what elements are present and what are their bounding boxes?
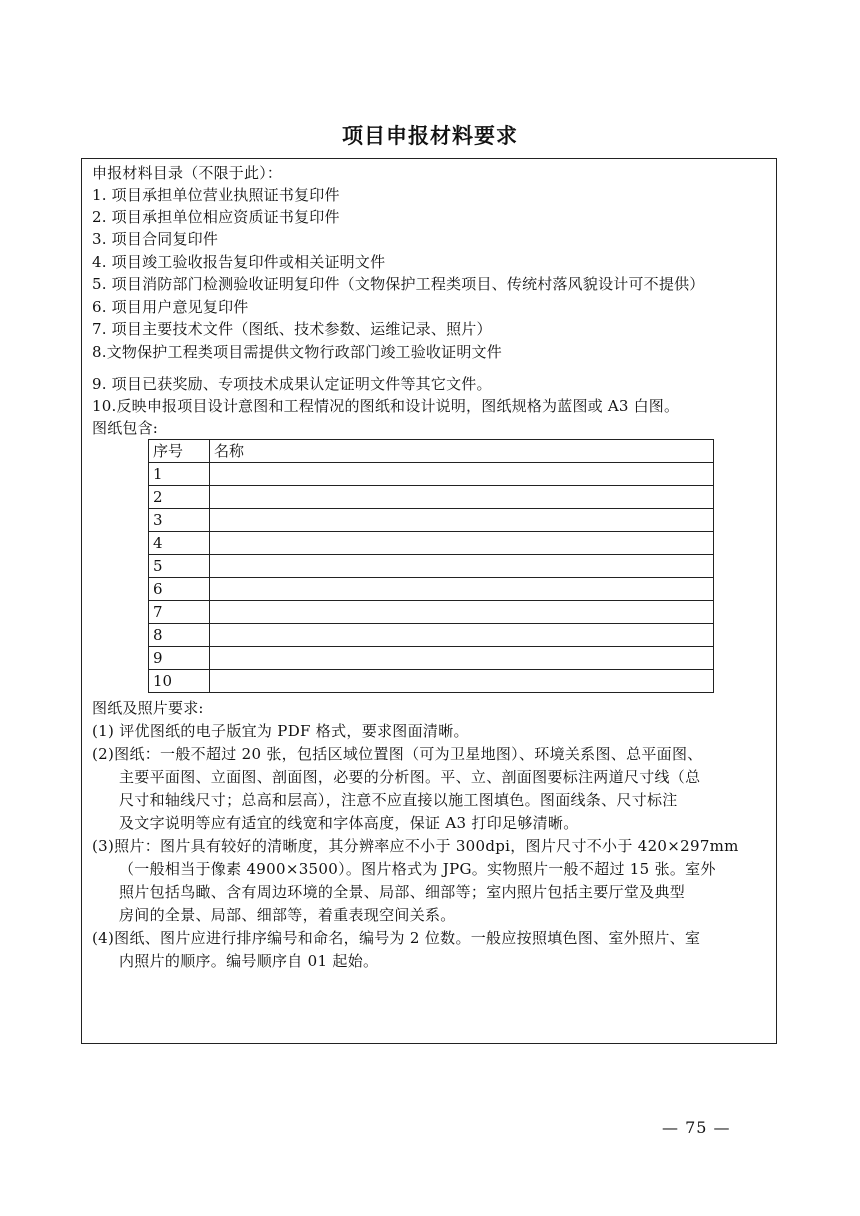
requirement-text: 图纸、图片应进行排序编号和命名，编号为 2 位数。一般应按照填色图、室外照片、室: [114, 929, 701, 947]
row-name-cell: [210, 670, 714, 693]
material-item: 8.文物保护工程类项目需提供文物行政部门竣工验收证明文件: [92, 343, 502, 361]
material-item: 1. 项目承担单位营业执照证书复印件: [92, 186, 340, 204]
row-name-cell: [210, 555, 714, 578]
requirement-text: （一般相当于像素 4900×3500）。图片格式为 JPG。实物照片一般不超过 15 张。室外: [119, 860, 716, 878]
requirement-number: (4): [92, 929, 115, 947]
requirement-number: (1): [92, 722, 115, 740]
table-row: [149, 647, 714, 670]
table-row: [149, 670, 714, 693]
table-row: [149, 601, 714, 624]
table-row: [149, 486, 714, 509]
requirement-text: 照片包括鸟瞰、含有周边环境的全景、局部、细部等；室内照片包括主要厅堂及典型: [119, 883, 686, 901]
material-item: 3. 项目合同复印件: [92, 230, 219, 248]
material-item: 9. 项目已获奖励、专项技术成果认定证明文件等其它文件。: [92, 375, 492, 393]
requirement-text: 内照片的顺序。编号顺序自 01 起始。: [119, 952, 379, 970]
table-row: [149, 509, 714, 532]
requirement-text: 尺寸和轴线尺寸；总高和层高），注意不应直接以施工图填色。图面线条、尺寸标注: [119, 791, 678, 809]
table-row: [149, 578, 714, 601]
material-item: 6. 项目用户意见复印件: [92, 298, 249, 316]
row-index: 4: [149, 532, 210, 555]
requirement-text: 及文字说明等应有适宜的线宽和字体高度，保证 A3 打印足够清晰。: [119, 814, 579, 832]
table-header-row: [149, 440, 714, 463]
material-item: 4. 项目竣工验收报告复印件或相关证明文件: [92, 253, 386, 271]
material-item: 10.反映申报项目设计意图和工程情况的图纸和设计说明，图纸规格为蓝图或 A3 白图。: [92, 397, 680, 415]
row-index: 5: [149, 555, 210, 578]
row-name-cell: [210, 532, 714, 555]
requirement-text: 主要平面图、立面图、剖面图，必要的分析图。平、立、剖面图要标注两道尺寸线（总: [119, 768, 701, 786]
requirement-text: 照片：图片具有较好的清晰度，其分辨率应不小于 300dpi，图片尺寸不小于 420×297mm: [114, 837, 739, 855]
drawings-table: [148, 439, 714, 693]
row-index: 1: [149, 463, 210, 486]
requirement-number: (3): [92, 837, 115, 855]
table-row: [149, 532, 714, 555]
row-index: 9: [149, 647, 210, 670]
requirement-item: [92, 835, 739, 927]
material-item: 2. 项目承担单位相应资质证书复印件: [92, 208, 340, 226]
row-name-cell: [210, 486, 714, 509]
row-index: 3: [149, 509, 210, 532]
header-name: 名称: [210, 440, 714, 463]
requirements-frame: [81, 158, 777, 1044]
table-row: [149, 555, 714, 578]
requirement-text: 图纸：一般不超过 20 张，包括区域位置图（可为卫星地图）、环境关系图、总平面图、: [114, 745, 703, 763]
requirement-text: 评优图纸的电子版宜为 PDF 格式，要求图面清晰。: [119, 722, 469, 740]
row-index: 10: [149, 670, 210, 693]
table-row: [149, 624, 714, 647]
row-name-cell: [210, 601, 714, 624]
page-title: 项目申报材料要求: [342, 124, 518, 148]
row-index: 7: [149, 601, 210, 624]
materials-intro: 申报材料目录（不限于此）：: [92, 164, 283, 182]
drawings-label: 图纸包含:: [92, 419, 159, 437]
row-name-cell: [210, 509, 714, 532]
row-index: 6: [149, 578, 210, 601]
row-name-cell: [210, 647, 714, 670]
row-name-cell: [210, 624, 714, 647]
row-name-cell: [210, 578, 714, 601]
requirement-item: [92, 927, 700, 973]
row-index: 2: [149, 486, 210, 509]
requirement-item: [92, 743, 703, 835]
header-index: 序号: [149, 440, 210, 463]
material-item: 7. 项目主要技术文件（图纸、技术参数、运维记录、照片）: [92, 320, 492, 338]
page-number: — 75 —: [662, 1118, 731, 1137]
material-item: 5. 项目消防部门检测验收证明复印件（文物保护工程类项目、传统村落风貌设计可不提供）: [92, 275, 705, 293]
requirement-text: 房间的全景、局部、细部等，着重表现空间关系。: [119, 906, 456, 924]
requirements-label: 图纸及照片要求:: [92, 699, 204, 717]
row-name-cell: [210, 463, 714, 486]
requirement-item: [92, 720, 469, 743]
requirement-number: (2): [92, 745, 115, 763]
table-row: [149, 463, 714, 486]
row-index: 8: [149, 624, 210, 647]
